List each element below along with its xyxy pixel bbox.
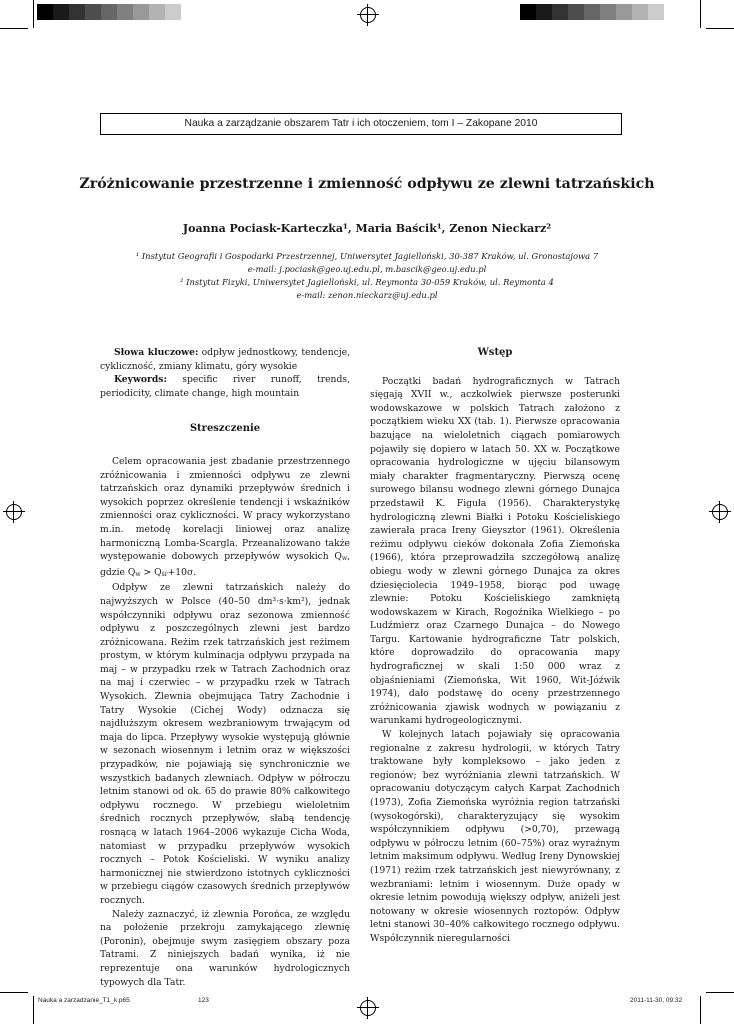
affiliation-1: ¹ Instytut Geografii i Gospodarki Przestrzennej, Uniwersytet Jagielloński, 30-387 Kraków, ul. Gronostajowa 7 (135, 251, 599, 261)
footer-timestamp: 2011-11-30, 09:32 (630, 997, 683, 1004)
email-1: e-mail: j.pociask@geo.uj.edu.pl, m.bascik@geo.uj.edu.pl (247, 264, 487, 274)
abstract-paragraph-2: Odpływ ze zlewni tatrzańskich należy do najwyższych w Polsce (40–50 dm³·s·km²), jednak współczynniki odpływu oraz sezonowa zmienność odpływu z poszczególnych zlewni jest bardzo zróżnicowana. Reżim rzek tatrzańskich jest reżimem prostym, w którym kulminacja odpływu przypada na maj – w przypadku rzek w Tatrach Zachodnich oraz na maj i czerwiec – w przypadku rzek w Tatrach Wysokich. Zlewnia obejmująca Tatry Zachodnie i Tatry Wysokie (Cichej Wody) odznacza się najdłuższym okresem wezbraniowym trwającym od maja do lipca. Przepływy wysokie występują głównie w sezonach wiosennym i letnim oraz w większości przypadków, nie pojawiają się synchronicznie we wszystkich badanych zlewniach. Odpływ w półroczu letnim stanowi od ok. 65 do prawie 80% całkowitego odpływu rocznego. W przebiegu wieloletnim średnich rocznych przepływów, słabą tendencję rosnącą w latach 1964–2006 wykazuje Cicha Woda, natomiast w przypadku przepływów wysokich rocznych – Potok Kościeliski. W wyniku analizy harmonicznej nie stwierdzono istotnych cykliczności w przebiegu ciągów czasowych średnich przepływów rocznych. (100, 582, 350, 906)
authors: Joanna Pociask-Karteczka¹, Maria Baścik¹, Zenon Nieckarz² (182, 222, 552, 235)
crop-mark (700, 996, 701, 1024)
affiliation-2: ² Instytut Fizyki, Uniwersytet Jagielloński, ul. Reymonta 30-059 Kraków, ul. Reymonta 4 (180, 277, 554, 287)
email-2: e-mail: zenon.nieckarz@uj.edu.pl (296, 290, 438, 300)
crop-mark (700, 0, 701, 28)
crop-mark (706, 992, 734, 993)
abstract-heading: Streszczenie (189, 423, 261, 435)
color-bar-right (520, 4, 664, 20)
abstract-paragraph-3: Należy zaznaczyć, iż zlewnia Porońca, ze względu na położenie przekroju zamykającego zlewnię (Poronin), obejmuje swym zasięgiem obszary poza Tatrami. Z niniejszych badań wynika, iż nie reprezentuje ona warunków hydrologicznych typowych dla Tatr. (100, 908, 350, 988)
footer-page: 123 (198, 997, 209, 1004)
keywords-pl: Słowa kluczowe: odpływ jednostkowy, tendencje, cykliczność, zmiany klimatu, góry wysokie (100, 347, 350, 372)
left-column (100, 346, 350, 989)
journal-header: Nauka a zarządzanie obszarem Tatr i ich otoczeniem, tom I – Zakopane 2010 (100, 113, 622, 135)
intro-heading: Wstęp (477, 347, 513, 358)
registration-mark-icon (360, 1000, 376, 1016)
color-bar-left (37, 4, 181, 20)
registration-mark-icon (360, 7, 376, 23)
keywords-en: Keywords: specific river runoff, trends, periodicity, climate change, high mountain (100, 374, 350, 399)
right-column (370, 346, 620, 946)
registration-mark-icon (6, 504, 22, 520)
registration-mark-icon (712, 504, 728, 520)
intro-paragraph-1: Początki badań hydrograficznych w Tatrach sięgają XVII w., aczkolwiek pierwsze posterunki wodowskazowe w polskich Tatrach założono z początkiem wieku XX (tab. 1). Pierwsze opracowania bazujące na wieloletnich ciągach pomiarowych pojawiły się dopiero w latach 50. XX w. Początkowe opracowania hydrologiczne w ujęciu bilansowym miały charakter fragmentaryczny. Pierwszą ocenę surowego bilansu wodnego zlewni górnego Dunajca przedstawił K. Figuła (1956). Charakterystykę hydrologiczną zlewni Białki i Potoku Kościeliskiego zawierała praca Ireny Gieysztor (1961). Określenia reżimu odpływu cieków dokonała Zofia Ziemońska (1966), która przeprowadziła szczegółową analizę obiegu wody w zlewni górnego Dunajca za okres dziesięciolecia 1949–1958, biorąc pod uwagę zlewnie: Potoku Kościeliskiego zamkniętą wodowskazem w Kirach, Rogoźnika Wielkiego – po Ludźmierz oraz Czarnego Dunajca – do Nowego Targu. Kartowanie hydrograficzne Tatr polskich, które doprowadziło do opracowania mapy hydrograficznej w skali 1:50 000 wraz z objaśnieniami (Ziemońska, Wit 1960, Wit-Jóźwik 1974), dało podstawę do oceny przestrzennego zróżnicowania zjawisk wodnych w powiązaniu z warunkami hydrogeologicznymi. (370, 375, 620, 727)
footer-filename: Nauka a zarzadzanie_T1_k.p65 (38, 997, 130, 1004)
article-title: Zróżnicowanie przestrzenne i zmienność odpływu ze zlewni tatrzańskich (79, 176, 655, 192)
crop-mark (706, 28, 734, 29)
crop-mark (33, 0, 34, 28)
intro-paragraph-2: W kolejnych latach pojawiały się opracowania regionalne z zakresu hydrologii, w których Tatry traktowane były kompleksowo – jako jeden z regionów; bez wyróżniania zlewni tatrzańskich. W opracowaniu dotyczącym całych Karpat Zachodnich (1973), Zofia Ziemońska wyróżnia region tatrzański (wysokogórski), charakteryzujący się wysokim współczynnikiem odpływu (>0,70), przewagą odpływu w półroczu letnim (60–75%) oraz wyraźnym letnim maksimum odpływu. Według Ireny Dynowskiej (1971) reżim rzek tatrzańskich jest niewyrównany, z wezbraniami: letnim i wiosennym. Duże opady w okresie letnim powodują większy odpływ, aniżeli jest notowany w okresie wiosennych roztopów. Odpływ letni stanowi 30–40% całkowitego rocznego odpływu. Współczynnik nieregularności (370, 729, 620, 944)
crop-mark (0, 28, 28, 29)
abstract-paragraph-1: Celem opracowania jest zbadanie przestrzennego zróżnicowania i zmienności odpływu ze zlewni tatrzańskich oraz dynamiki przepływów średnich i wysokich poprzez określenie tendencji i wskaźników zmienności oraz cykliczności. W pracy wykorzystano m.in. metodę korelacji liniowej oraz analizę harmoniczną Lomba-Scargla. Przeanalizowano także występowanie dobowych przepływów wysokich Qw, gdzie Qw > Qśr+10σ. (100, 455, 350, 578)
crop-mark (0, 992, 28, 993)
crop-mark (33, 996, 34, 1024)
